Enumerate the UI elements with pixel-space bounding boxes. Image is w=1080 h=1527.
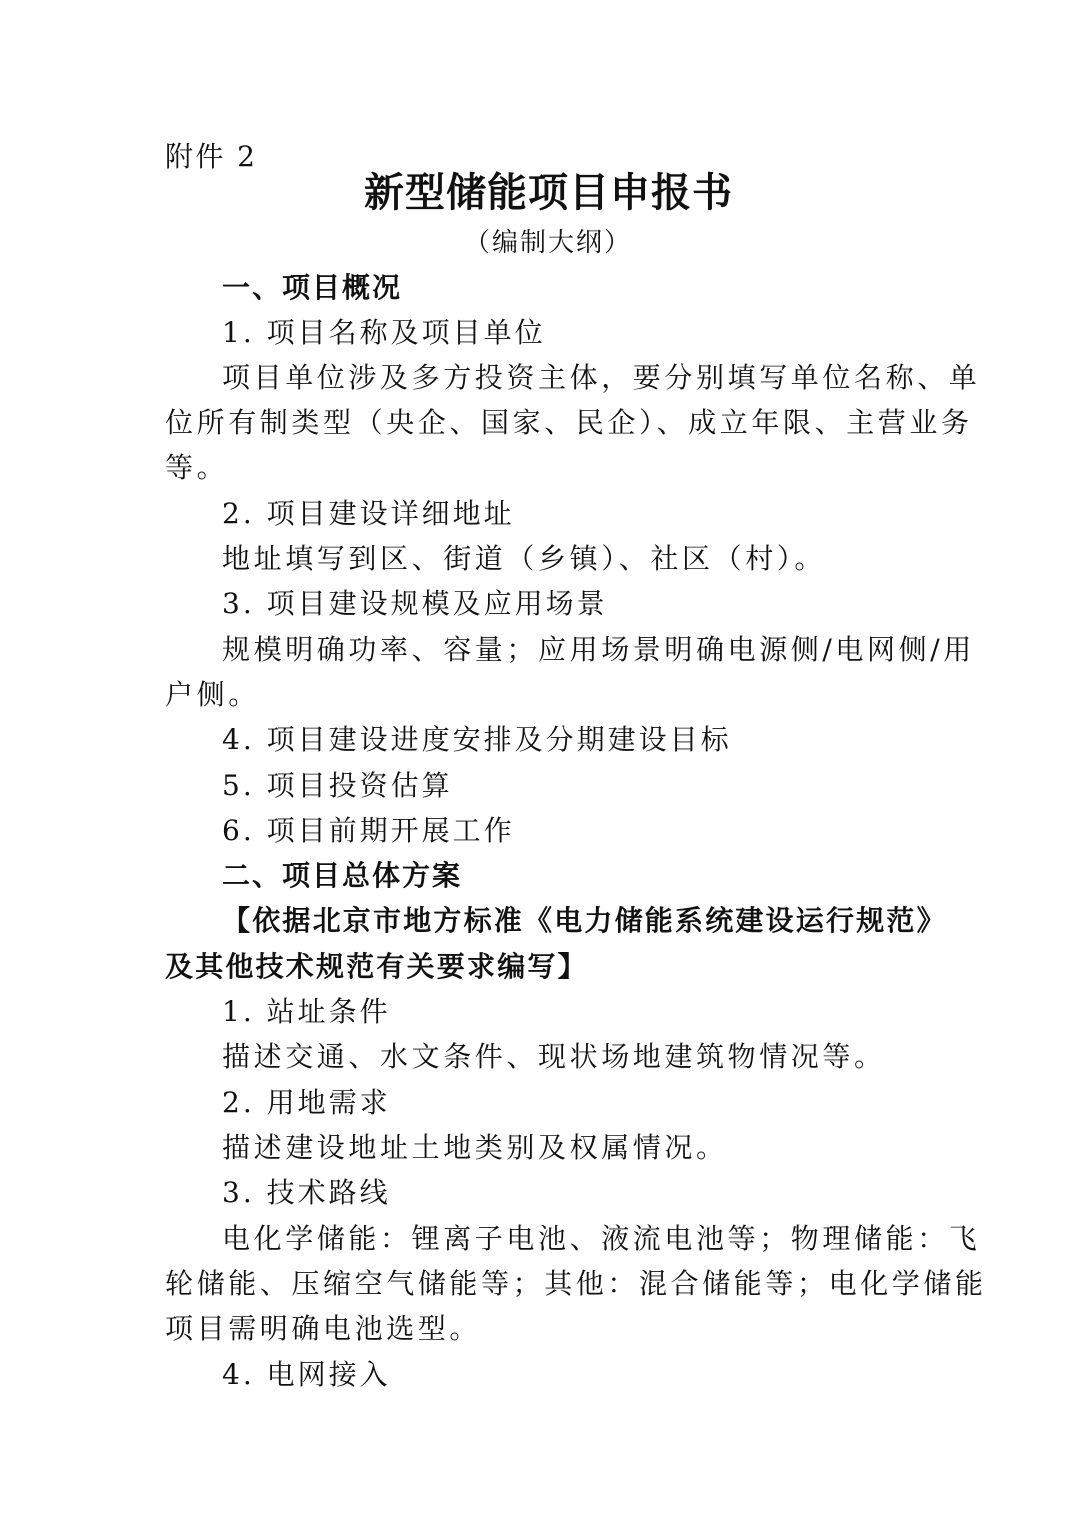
section-1-heading: 一、项目概况 [222, 271, 403, 304]
section-2-item-2-text-line-1: 描述建设地址土地类别及权属情况。 [222, 1131, 728, 1164]
section-2-item-3-title: 3. 技术路线 [222, 1176, 391, 1209]
section-1-item-4-title: 4. 项目建设进度安排及分期建设目标 [222, 723, 732, 756]
section-2-item-2-title: 2. 用地需求 [222, 1086, 391, 1119]
section-2-note-line-1: 【依据北京市地方标准《电力储能系统建设运行规范》 [222, 904, 947, 937]
section-1-item-3-title: 3. 项目建设规模及应用场景 [222, 587, 608, 620]
section-1-item-6-title: 6. 项目前期开展工作 [222, 814, 515, 847]
section-2-note-line-2: 及其他技术规范有关要求编写】 [165, 950, 588, 983]
section-1-item-1-text-line-3: 等。 [165, 451, 229, 484]
section-1-item-1-text-line-2: 位所有制类型（央企、国家、民企）、成立年限、主营业务 [165, 406, 973, 439]
section-2-item-3-text-line-2: 轮储能、压缩空气储能等；其他：混合储能等；电化学储能 [165, 1267, 987, 1300]
section-1-item-1-title: 1. 项目名称及项目单位 [222, 316, 546, 349]
attachment-label: 附件 2 [165, 140, 258, 173]
section-1-item-3-text-line-1: 规模明确功率、容量；应用场景明确电源侧/电网侧/用 [222, 633, 975, 666]
section-1-item-2-title: 2. 项目建设详细地址 [222, 497, 515, 530]
section-2-item-3-text-line-3: 项目需明确电池选型。 [165, 1312, 482, 1345]
section-2-item-1-title: 1. 站址条件 [222, 995, 391, 1028]
document-subtitle: （编制大纲） [464, 228, 633, 258]
section-1-item-5-title: 5. 项目投资估算 [222, 769, 453, 802]
section-1-item-1-text-line-1: 项目单位涉及多方投资主体，要分别填写单位名称、单 [222, 361, 981, 394]
section-2-item-1-text-line-1: 描述交通、水文条件、现状场地建筑物情况等。 [222, 1040, 886, 1073]
section-2-heading: 二、项目总体方案 [222, 859, 463, 892]
section-1-item-3-text-line-2: 户侧。 [165, 678, 260, 711]
section-2-item-3-text-line-1: 电化学储能：锂离子电池、液流电池等；物理储能：飞 [222, 1222, 981, 1255]
section-1-item-2-text-line-1: 地址填写到区、街道（乡镇）、社区（村）。 [222, 542, 827, 575]
section-2-item-4-title: 4. 电网接入 [222, 1358, 391, 1391]
document-title: 新型储能项目申报书 [364, 169, 733, 216]
